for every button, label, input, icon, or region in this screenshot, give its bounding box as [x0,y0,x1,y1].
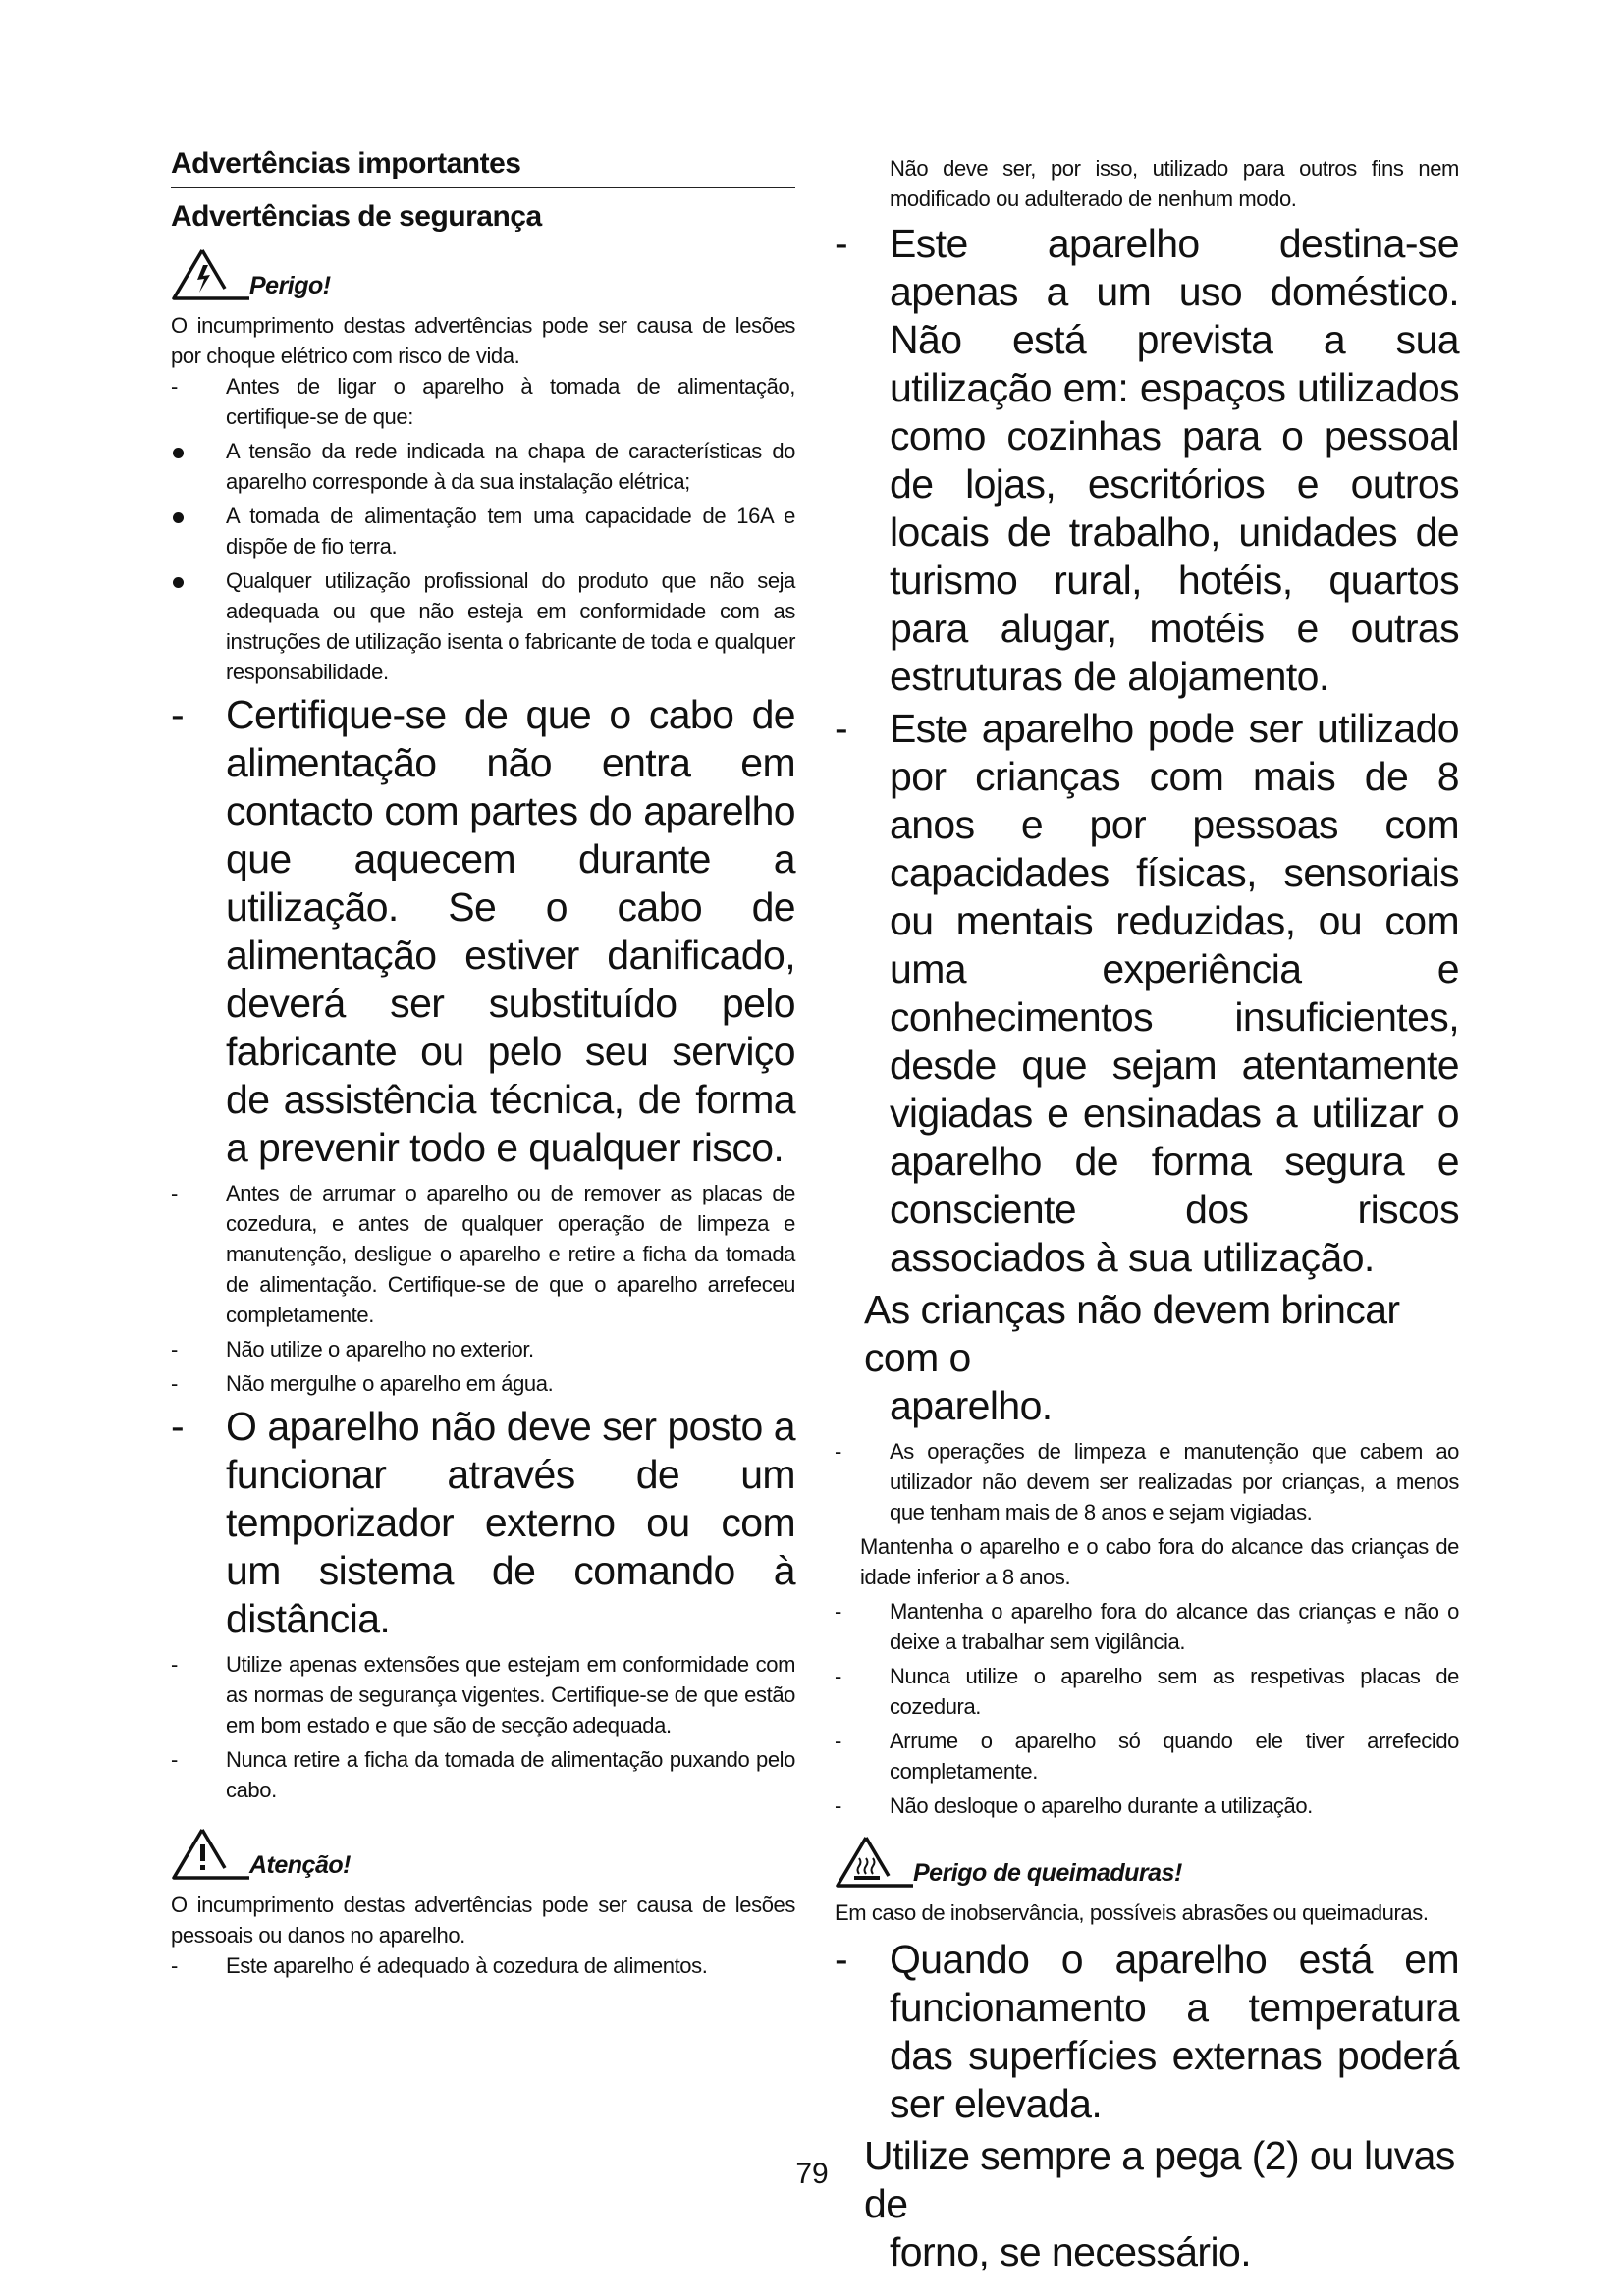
large-warning-item: - Certifique-se de que o cabo de alimentação não entra em contacto com partes do aparelho que aquecem durante a utilização. Se o cabo de alimentação estiver danificado, deverá ser substituído pelo fabricante ou pelo seu serviço de assistência técnica, de forma a prevenir todo e qualquer risco. [171,691,795,1172]
burn-title: Perigo de queimaduras! [913,1859,1182,1887]
danger-intro: O incumprimento destas advertências pode ser causa de lesões por choque elétrico com risco de vida. [171,313,795,368]
list-item: - Não utilize o aparelho no exterior. [171,1334,795,1364]
right-column [835,153,1459,2282]
danger-warning-header [171,247,795,302]
list-item: - Arrume o aparelho só quando ele tiver arrefecido completamente. [835,1726,1459,1787]
large-warning-item: - Este aparelho destina-se apenas a um uso doméstico. Não está prevista a sua utilização em: espaços utilizados como cozinhas para o pessoal de lojas, escritórios e outros locais de trabalho, unidades de turismo rural, hotéis, quartos para alugar, motéis e outras estruturas de alojamento. [835,220,1459,701]
list-item: - Nunca retire a ficha da tomada de alimentação puxando pelo cabo. [171,1744,795,1805]
electric-hazard-icon [171,247,253,302]
list-item: - Este aparelho é adequado à cozedura de alimentos. [171,1950,795,1981]
page-number: 79 [795,2158,829,2190]
subsection-heading: Advertências de segurança [171,200,542,233]
danger-title: Perigo! [249,272,331,299]
bullet-item: A tomada de alimentação tem uma capacidade de 16A e dispõe de fio terra. [226,504,795,559]
attention-warning-header [171,1827,795,1882]
list-item: - Não desloque o aparelho durante a utilização. [835,1790,1459,1821]
large-continuation: As crianças não devem brincar com o aparelho. [864,1287,1400,1428]
list-item: - Antes de ligar o aparelho à tomada de alimentação, certifique-se de que: [171,371,795,432]
continued-text: Não deve ser, por isso, utilizado para outros fins nem modificado ou adulterado de nenhum modo. [890,156,1459,211]
hot-surface-icon [835,1835,917,1890]
bullet-item: A tensão da rede indicada na chapa de características do aparelho corresponde à da sua instalação elétrica; [226,439,795,494]
list-item: - Não mergulhe o aparelho em água. [171,1368,795,1399]
list-item: - As operações de limpeza e manutenção que cabem ao utilizador não devem ser realizadas por crianças, a menos que tenham mais de 8 anos e sejam vigiadas. [835,1436,1459,1527]
large-warning-item: - O aparelho não deve ser posto a funcionar através de um temporizador externo ou com um sistema de comando à distância. [171,1403,795,1643]
large-continuation: Utilize sempre a pega (2) ou luvas de forno, se necessário. [864,2133,1455,2274]
left-column [171,147,795,1985]
list-item: - Utilize apenas extensões que estejam em conformidade com as normas de segurança vigentes. Certifique-se de que estão em bom estado e que são de secção adequada. [171,1649,795,1740]
bullet-item: Qualquer utilização profissional do produto que não seja adequada ou que não esteja em conformidade com as instruções de utilização isenta o fabricante de toda e qualquer responsabilidade. [226,568,795,684]
section-heading: Advertências importantes [171,147,795,188]
list-item: - Nunca utilize o aparelho sem as respetivas placas de cozedura. [835,1661,1459,1722]
attention-title: Atenção! [249,1851,351,1879]
exclamation-warning-icon [171,1827,253,1882]
large-warning-item: - Este aparelho pode ser utilizado por crianças com mais de 8 anos e por pessoas com capacidades físicas, sensoriais ou mentais reduzidas, ou com uma experiência e conhecimentos insuficientes, desde que sejam atentamente vigiadas e ensinadas a utilizar o aparelho de forma segura e consciente dos riscos associados à sua utilização. [835,705,1459,1282]
large-warning-item: - Quando o aparelho está em funcionamento a temperatura das superfícies externas poderá ser elevada. [835,1936,1459,2128]
list-item-continuation: Mantenha o aparelho e o cabo fora do alcance das crianças de idade inferior a 8 anos. [860,1534,1459,1589]
list-item: - Mantenha o aparelho fora do alcance das crianças e não o deixe a trabalhar sem vigilância. [835,1596,1459,1657]
attention-intro: O incumprimento destas advertências pode ser causa de lesões pessoais ou danos no aparelho. [171,1893,795,1948]
burn-intro: Em caso de inobservância, possíveis abrasões ou queimaduras. [835,1900,1429,1925]
burn-warning-header [835,1835,1459,1890]
list-item: - Antes de arrumar o aparelho ou de remover as placas de cozedura, e antes de qualquer operação de limpeza e manutenção, desligue o aparelho e retire a ficha da tomada de alimentação. Certifique-se de que o aparelho arrefeceu completamente. [171,1178,795,1330]
